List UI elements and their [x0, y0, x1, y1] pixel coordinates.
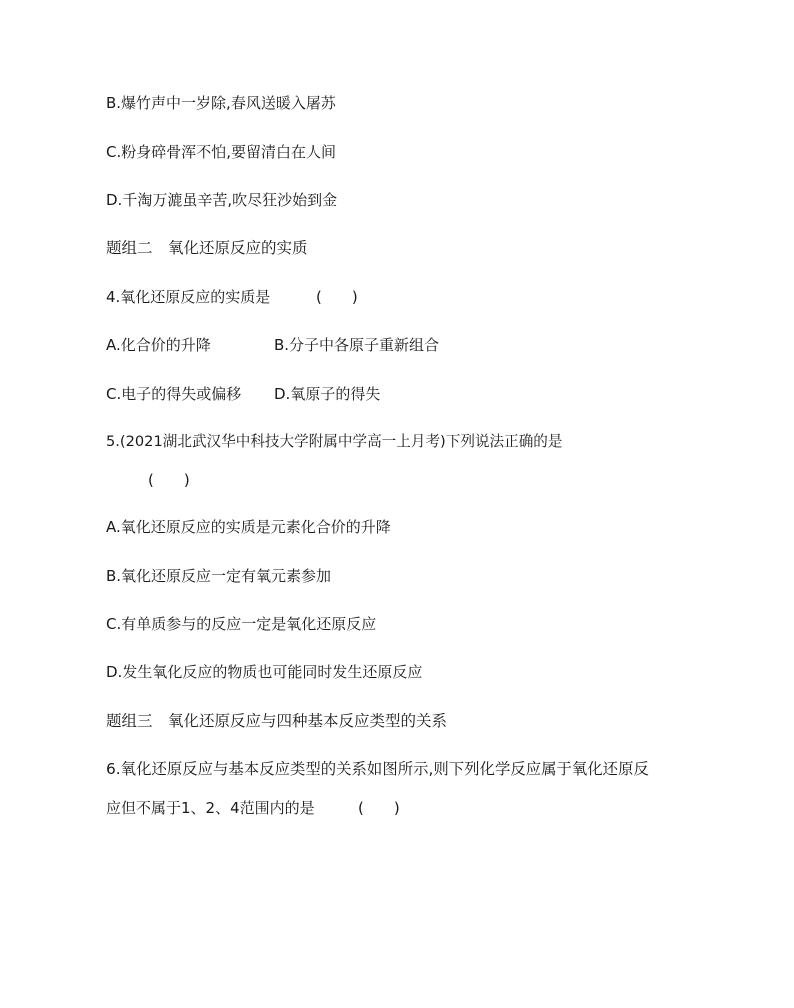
q5-option-a: A.氧化还原反应的实质是元素化合价的升降 [106, 518, 391, 536]
question-5-stem: 5.(2021湖北武汉华中科技大学附属中学高一上月考)下列说法正确的是 [106, 433, 563, 450]
question-4-answer-blank: ( ) [316, 288, 358, 306]
q3-option-d: D.千淘万漉虽辛苦,吹尽狂沙始到金 [106, 191, 338, 209]
q4-option-c: C.电子的得失或偏移 [106, 385, 242, 403]
q3-option-b: B.爆竹声中一岁除,春风送暖入屠苏 [106, 94, 336, 112]
q5-option-c: C.有单质参与的反应一定是氧化还原反应 [106, 615, 377, 633]
q4-option-d: D.氧原子的得失 [274, 385, 381, 403]
q4-option-b: B.分子中各原子重新组合 [274, 336, 440, 354]
q4-option-a: A.化合价的升降 [106, 336, 211, 354]
q5-option-d: D.发生氧化反应的物质也可能同时发生还原反应 [106, 663, 423, 681]
section-heading-group-2: 题组二 氧化还原反应的实质 [106, 239, 308, 257]
question-6-stem-line-1: 6.氧化还原反应与基本反应类型的关系如图所示,则下列化学反应属于氧化还原反 [106, 760, 649, 778]
question-5-answer-blank: ( ) [148, 471, 190, 489]
question-4-stem: 4.氧化还原反应的实质是 [106, 288, 271, 306]
q5-option-b: B.氧化还原反应一定有氧元素参加 [106, 567, 332, 585]
question-6-answer-blank: ( ) [358, 799, 400, 817]
section-heading-group-3: 题组三 氧化还原反应与四种基本反应类型的关系 [106, 712, 448, 730]
q3-option-c: C.粉身碎骨浑不怕,要留清白在人间 [106, 143, 337, 161]
question-6-stem-line-2: 应但不属于1、2、4范围内的是 [106, 799, 315, 817]
